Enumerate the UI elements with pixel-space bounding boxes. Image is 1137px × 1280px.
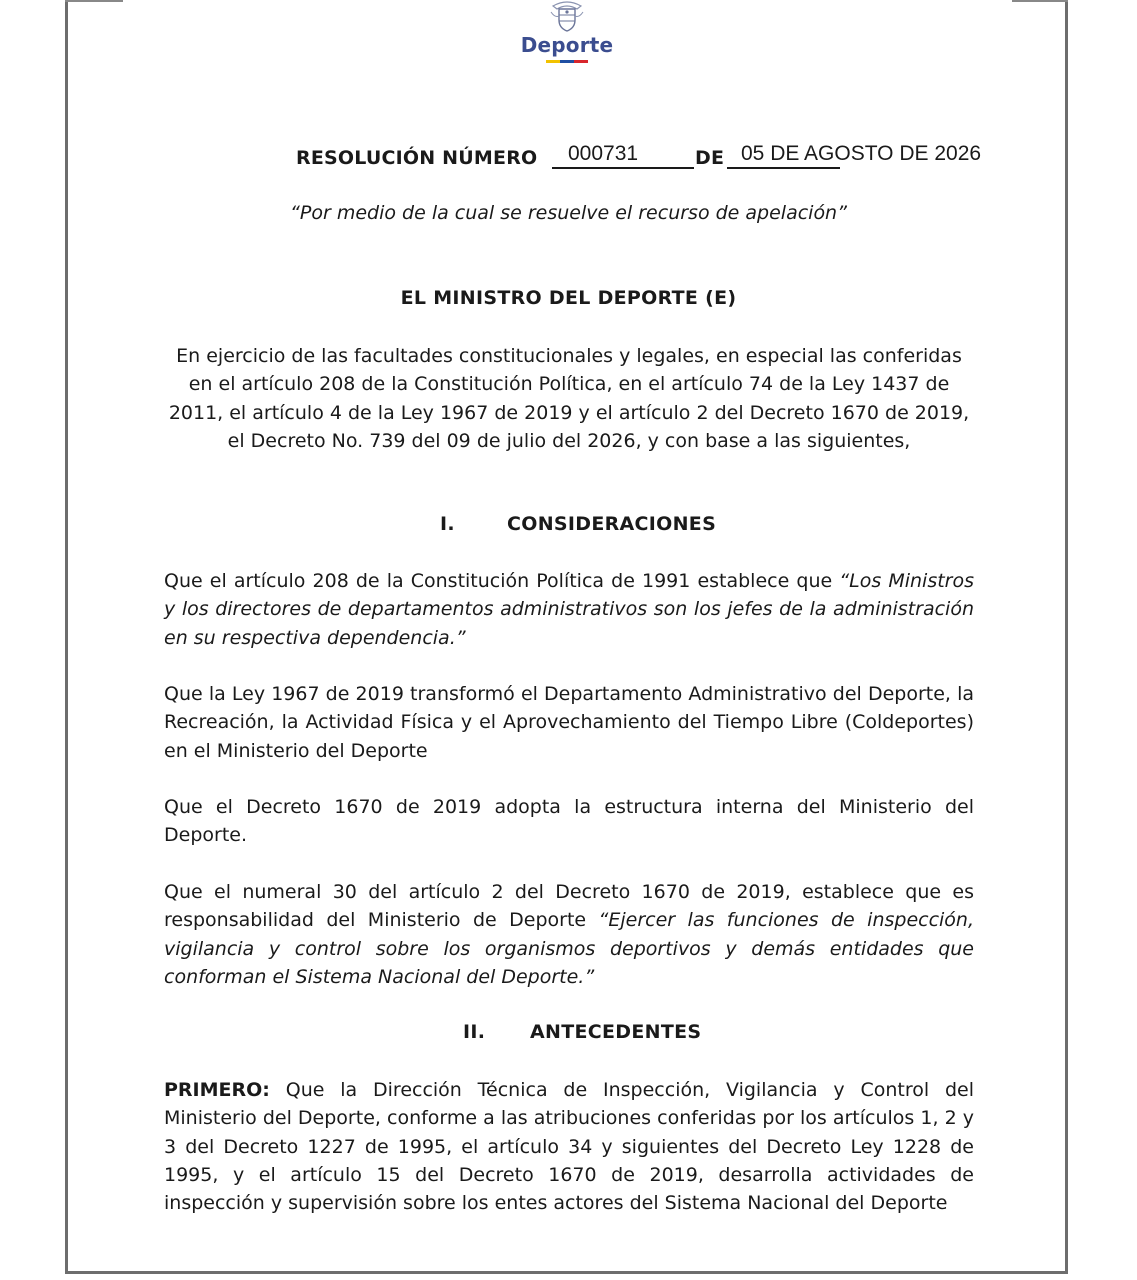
consideration-4-quote: “Ejercer las funciones de inspección, vigilancia y control sobre los organismos deportivos y demás entidades que conforman el Sistema Nacional del Deporte.” <box>164 909 975 988</box>
consideration-2-text: Que la Ley 1967 de 2019 transformó el Departamento Administrativo del Deporte, la Recreación, la Actividad Física y el Aprovechamiento del Tiempo Libre (Coldeportes) en el Ministerio del Deporte <box>164 683 974 762</box>
antecedent-1-text: Que la Dirección Técnica de Inspección, Vigilancia y Control del Ministerio del Deporte, conforme a las atribuciones conferidas por los artículos 1, 2 y 3 del Decreto 1227 de 1995, el artículo 34 y siguientes del Decreto Ley 1228 de 1995, y el artículo 15 del Decreto 1670 de 2019, desarrolla actividades de inspección y supervisión sobre los entes actores del Sistema Nacional del Deporte <box>164 1079 974 1215</box>
resolution-number-label: RESOLUCIÓN NÚMERO <box>296 147 538 169</box>
resolution-subtitle: “Por medio de la cual se resuelve el recurso de apelación” <box>290 202 847 224</box>
resolution-date-underline <box>727 167 840 169</box>
resolution-line <box>296 142 1016 172</box>
section1-numeral: I. <box>440 513 455 535</box>
flag-stripe-red <box>574 60 588 63</box>
resolution-number: 000731 <box>568 142 639 165</box>
consideration-1-text: Que el artículo 208 de la Constitución Política de 1991 establece que <box>164 570 840 592</box>
coat-of-arms-icon <box>547 0 587 34</box>
logo-wordmark: Deporte <box>520 33 614 57</box>
consideration-1-quote: “Los Ministros y los directores de departamentos administrativos son los jefes de la administración en su respectiva dependencia.” <box>164 570 975 649</box>
antecedent-1-label: PRIMERO: <box>164 1079 270 1101</box>
flag-stripe-yellow <box>546 60 560 63</box>
section2-numeral: II. <box>463 1021 486 1043</box>
page-top-edge-right <box>1012 0 1068 2</box>
consideration-paragraph-1 <box>164 567 974 652</box>
consideration-paragraph-4 <box>164 878 974 991</box>
section2-title: ANTECEDENTES <box>530 1021 702 1043</box>
consideration-4-text: Que el numeral 30 del artículo 2 del Decreto 1670 de 2019, establece que es responsabilidad del Ministerio de Deporte <box>164 881 974 932</box>
consideration-3-text: Que el Decreto 1670 de 2019 adopta la estructura interna del Ministerio del Deporte. <box>164 796 974 847</box>
flag-color-bar <box>546 60 588 63</box>
antecedent-paragraph-1 <box>164 1076 974 1217</box>
consideration-paragraph-3 <box>164 793 974 850</box>
resolution-number-underline <box>552 167 694 169</box>
section1-title: CONSIDERACIONES <box>507 513 717 535</box>
authority-heading: EL MINISTRO DEL DEPORTE (E) <box>400 287 737 309</box>
flag-stripe-blue <box>560 60 574 63</box>
deporte-logo <box>505 0 629 72</box>
page-top-edge-left <box>65 0 123 2</box>
resolution-date: 05 DE AGOSTO DE 2026 <box>741 142 982 165</box>
preamble-paragraph: En ejercicio de las facultades constitucionales y legales, en especial las conferidas en el artículo 208 de la Constitución Política, en el artículo 74 de la Ley 1437 de 2011, el artículo 4 de la Ley 1967 de 2019 y el artículo 2 del Decreto 1670 de 2019, el Decreto No. 739 del 09 de julio del 2026, y con base a las siguientes, <box>168 345 970 452</box>
consideration-paragraph-2 <box>164 680 974 765</box>
resolution-de-label: DE <box>695 147 725 169</box>
